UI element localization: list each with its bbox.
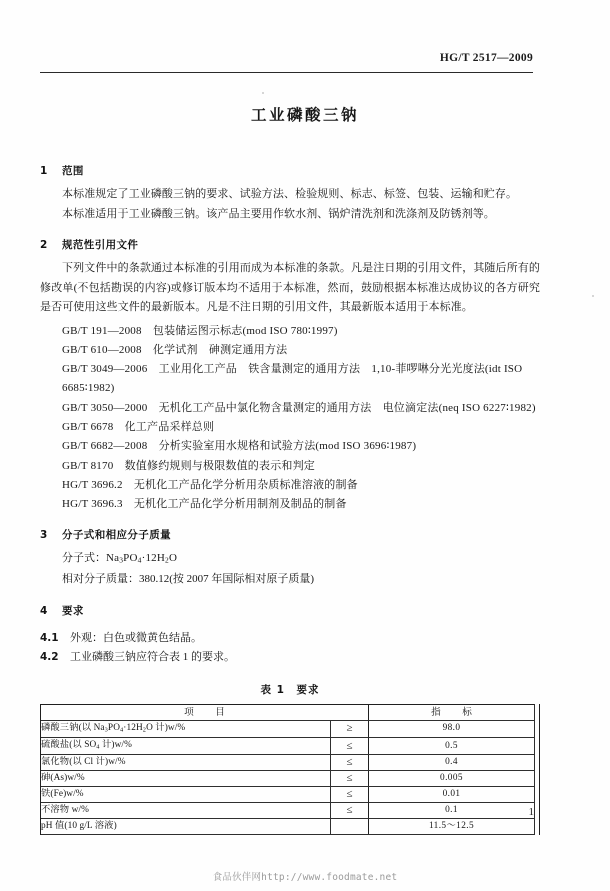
table-row bbox=[41, 720, 535, 737]
table-caption: 表 1 要求 bbox=[260, 683, 320, 696]
row-operator bbox=[331, 819, 369, 835]
clause-1-paragraph-1: 本标准规定了工业磷酸三钠的要求、试验方法、检验规则、标志、标签、包装、运输和贮存。 bbox=[62, 188, 518, 200]
normative-reference: GB/T 8170 数值修约规则与极限数值的表示和判定 bbox=[62, 459, 316, 472]
clause-4-title: 要求 bbox=[62, 604, 84, 617]
document-body bbox=[40, 150, 540, 835]
row-item: 氯化物(以 Cl 计)w/% bbox=[41, 755, 331, 771]
row-value: 0.5 bbox=[369, 738, 535, 755]
normative-reference: GB/T 6678 化工产品采样总则 bbox=[62, 420, 215, 433]
table-header-item: 项 目 bbox=[41, 704, 369, 720]
clause-3-heading bbox=[40, 527, 540, 542]
table-left-border bbox=[40, 704, 41, 836]
row-item: 铁(Fe)w/% bbox=[41, 787, 331, 803]
clause-1-heading bbox=[40, 163, 540, 178]
scan-speck bbox=[262, 92, 264, 94]
row-operator: ≥ bbox=[331, 720, 369, 737]
table-header-row bbox=[41, 704, 535, 720]
row-item: 不溶物 w/% bbox=[41, 803, 331, 819]
row-operator: ≤ bbox=[331, 755, 369, 771]
page-number: 1 bbox=[528, 806, 534, 818]
clause-2-heading bbox=[40, 237, 540, 252]
clause-4-heading bbox=[40, 603, 540, 618]
row-item: pH 值(10 g/L 溶液) bbox=[41, 819, 331, 835]
clause-4-number: 4 bbox=[40, 604, 48, 617]
table-right-border bbox=[539, 704, 540, 836]
table-row bbox=[41, 755, 535, 771]
page-title: 工业磷酸三钠 bbox=[250, 106, 359, 124]
table-row bbox=[41, 738, 535, 755]
table-row bbox=[41, 771, 535, 787]
row-value: 11.5～12.5 bbox=[369, 819, 535, 835]
row-value: 0.005 bbox=[369, 771, 535, 787]
normative-reference: HG/T 3696.3 无机化工产品化学分析用制剂及制品的制备 bbox=[62, 498, 347, 511]
row-operator: ≤ bbox=[331, 803, 369, 819]
subclause-4-2-text: 工业磷酸三钠应符合表 1 的要求。 bbox=[70, 651, 235, 664]
scan-speck bbox=[592, 295, 594, 297]
row-operator: ≤ bbox=[331, 738, 369, 755]
subclause-4-2-number: 4.2 bbox=[40, 651, 59, 664]
normative-reference: HG/T 3696.2 无机化工产品化学分析用杂质标准溶液的制备 bbox=[62, 478, 358, 491]
table-header-spec: 指 标 bbox=[369, 704, 535, 720]
normative-reference: GB/T 3049—2006 工业用化工产品 铁含量测定的通用方法 1,10-菲啰啉分光光度法(idt ISO 6685∶1982) bbox=[62, 363, 523, 395]
table-row bbox=[41, 787, 535, 803]
clause-2-number: 2 bbox=[40, 239, 48, 251]
clause-3-title: 分子式和相应分子质量 bbox=[62, 529, 171, 542]
row-item: 磷酸三钠(以 $Na_3PO_4\cdot 12H_2O$ 计)w/% bbox=[41, 720, 331, 737]
site-watermark: 食品伙伴网http://www.foodmate.net bbox=[212, 872, 398, 883]
clause-2-title: 规范性引用文件 bbox=[62, 239, 139, 251]
standard-code-header: HG/T 2517—2009 bbox=[439, 52, 533, 64]
row-item: 硫酸盐(以 $SO_4$ 计)w/% bbox=[41, 738, 331, 755]
subclause-4-1 bbox=[40, 629, 540, 649]
requirements-table-wrapper bbox=[40, 704, 540, 836]
clause-3-number: 3 bbox=[40, 529, 48, 542]
molecular-formula-label: 分子式： bbox=[62, 552, 106, 565]
row-operator: ≤ bbox=[331, 787, 369, 803]
normative-reference: GB/T 3050—2000 无机化工产品中氯化物含量测定的通用方法 电位滴定法(neq ISO 6227∶1982) bbox=[62, 401, 536, 414]
clause-1-paragraph-2: 本标准适用于工业磷酸三钠。该产品主要用作软水剂、锅炉清洗剂和洗涤剂及防锈剂等。 bbox=[62, 207, 495, 220]
normative-reference: GB/T 6682—2008 分析实验室用水规格和试验方法(mod ISO 3696∶1987) bbox=[62, 440, 417, 453]
normative-reference: GB/T 610—2008 化学试剂 砷测定通用方法 bbox=[62, 343, 288, 356]
row-operator: ≤ bbox=[331, 771, 369, 787]
normative-reference: GB/T 191—2008 包装储运图示标志(mod ISO 780∶1997) bbox=[62, 324, 338, 337]
row-value: 0.01 bbox=[369, 787, 535, 803]
molecular-formula-line bbox=[40, 549, 540, 570]
subclause-4-1-number: 4.1 bbox=[40, 631, 59, 644]
clause-1-number: 1 bbox=[40, 165, 48, 177]
subclause-4-1-text: 外观：白色或微黄色结晶。 bbox=[70, 631, 202, 644]
molecular-formula-value: $Na_3PO_4\cdot 12H_2O$ bbox=[106, 552, 178, 566]
relative-molecular-mass: 相对分子质量：380.12(按 2007 年国际相对原子质量) bbox=[62, 573, 315, 586]
row-value: 98.0 bbox=[369, 720, 535, 737]
table-row bbox=[41, 819, 535, 835]
clause-2-intro: 下列文件中的条款通过本标准的引用而成为本标准的条款。凡是注日期的引用文件，其随后所有的修改单(不包括勘误的内容)或修订版本均不适用于本标准，然而，鼓励根据本标准达成协议的各方研究是否可使用这些文件的最新版本。凡是不注日期的引用文件，其最新版本适用于本标准。 bbox=[40, 262, 540, 313]
row-value: 0.1 bbox=[369, 803, 535, 819]
clause-1-title: 范围 bbox=[62, 165, 84, 177]
row-item: 砷(As)w/% bbox=[41, 771, 331, 787]
table-row bbox=[41, 803, 535, 819]
subclause-4-2 bbox=[40, 648, 540, 668]
row-value: 0.4 bbox=[369, 755, 535, 771]
header-rule bbox=[40, 72, 533, 73]
requirements-table bbox=[40, 704, 535, 836]
